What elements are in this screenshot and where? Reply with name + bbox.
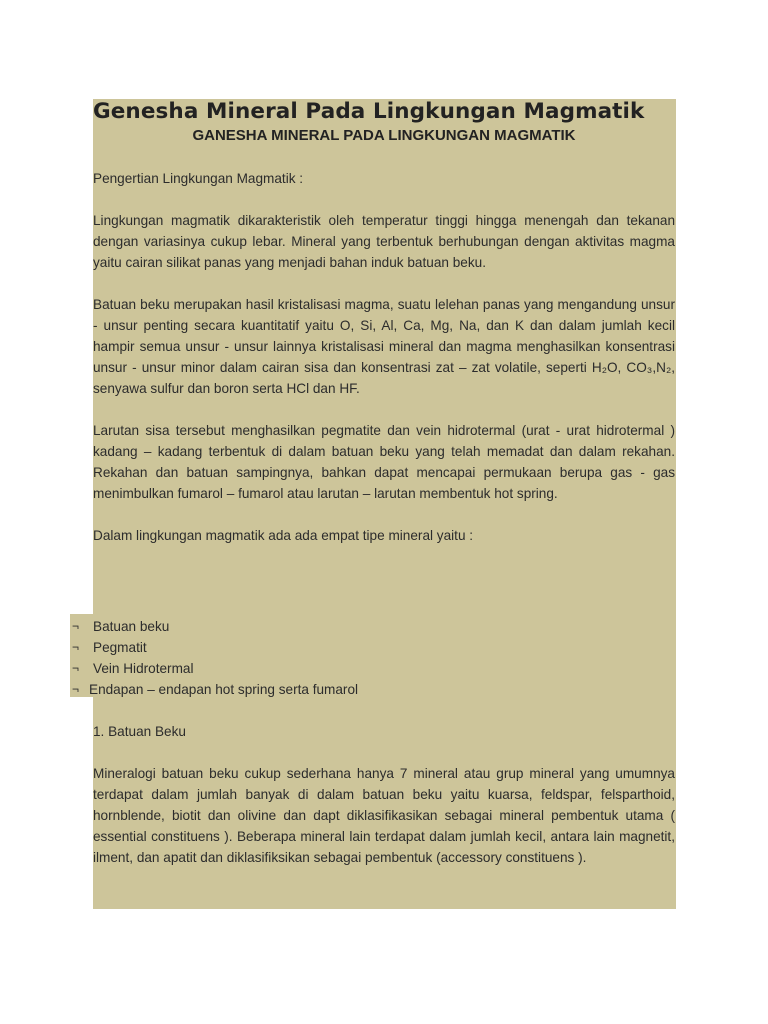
document-title: Genesha Mineral Pada Lingkungan Magmatik [93,99,645,124]
list-item [70,637,470,658]
list-item-label: Batuan beku [93,619,170,634]
paragraph-1: Lingkungan magmatik dikarakteristik oleh temperatur tinggi hingga menengah dan tekanan dengan variasinya cukup lebar. Mineral yang terbentuk berhubungan dengan aktivitas magma yaitu cairan silikat panas yang menjadi bahan induk batuan beku. [93,213,675,270]
list-item-label: Endapan – endapan hot spring serta fumarol [89,682,359,697]
paragraph-3: Larutan sisa tersebut menghasilkan pegmatite dan vein hidrotermal (urat - urat hidrotermal ) kadang – kadang terbentuk di dalam batuan beku yang telah memadat dan dalam rekahan. Rekahan dan batuan sampingnya, bahkan dapat mencapai permukaan berupa gas - gas menimbulkan fumarol – fumarol atau larutan – larutan membentuk hot spring. [93,423,675,501]
list-item [70,658,470,679]
bullet-symbol: ¬ [72,682,80,696]
paragraph-5: Mineralogi batuan beku cukup sederhana hanya 7 mineral atau grup mineral yang umumnya terdapat dalam jumlah banyak di dalam batuan beku yaitu kuarsa, feldspar, felsparthoid, hornblende, biotit dan olivine dan dapt diklasifikasikan sebagai mineral pembentuk utama ( essential constituens ). Beberapa mineral lain terdapat dalam jumlah kecil, antara lain magnetit, ilment, dan apatit dan diklasifiksikan sebagai pembentuk (accessory constituens ). [93,766,675,865]
subsection-heading: 1. Batuan Beku [93,724,186,739]
document-lower-section [93,721,675,868]
list-item [70,679,470,700]
section-heading: Pengertian Lingkungan Magmatik : [93,171,304,186]
paragraph-2: Batuan beku merupakan hasil kristalisasi magma, suatu lelehan panas yang mengandung unsur - unsur penting secara kuantitatif yaitu O, Si, Al, Ca, Mg, Na, dan K dan dalam jumlah kecil hampir semua unsur - unsur lainnya kristalisasi mineral dan magma menghasilkan konsentrasi unsur - unsur minor dalam cairan sisa dan konsentrasi zat – zat volatile, seperti H₂O, CO₃,N₂, senyawa sulfur dan boron serta HCl dan HF. [93,297,675,396]
bullet-symbol: ¬ [72,640,80,654]
list-item-label: Pegmatit [93,640,147,655]
list-item-label: Vein Hidrotermal [93,661,194,676]
document-body [93,99,675,546]
bullet-symbol: ¬ [72,619,80,633]
paragraph-4: Dalam lingkungan magmatik ada ada empat tipe mineral yaitu : [93,528,474,543]
mineral-type-list [70,616,470,700]
bullet-symbol: ¬ [72,661,80,675]
list-item [70,616,470,637]
document-subtitle: GANESHA MINERAL PADA LINGKUNGAN MAGMATIK [192,127,576,144]
